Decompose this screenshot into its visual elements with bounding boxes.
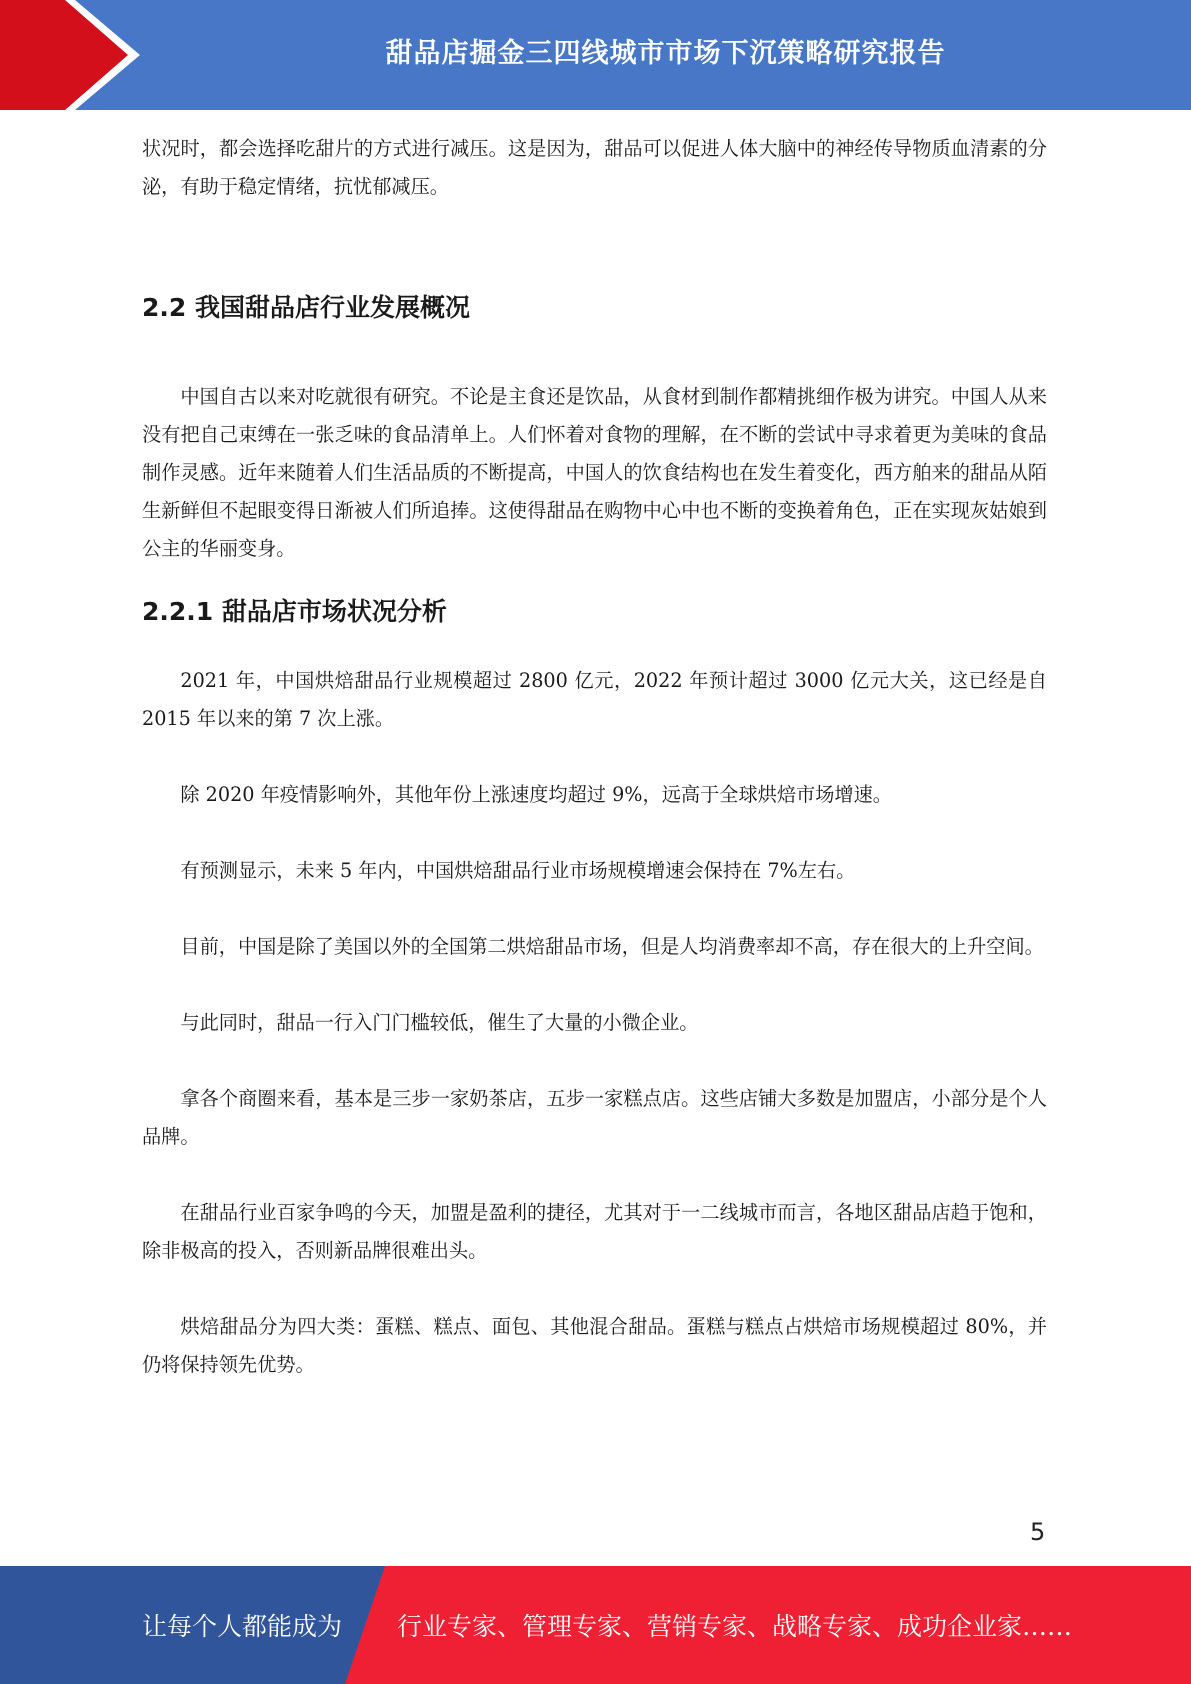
body-paragraph: 有预测显示，未来 5 年内，中国烘焙甜品行业市场规模增速会保持在 7%左右。 — [180, 859, 856, 882]
footer-slogan-right: 行业专家、管理专家、营销专家、战略专家、成功企业家…… — [397, 1612, 1073, 1641]
body-paragraph: 目前，中国是除了美国以外的全国第二烘焙甜品市场，但是人均消费率却不高，存在很大的上升空间。 — [180, 935, 1044, 958]
body-paragraph: 烘焙甜品分为四大类：蛋糕、糕点、面包、其他混合甜品。蛋糕与糕点占烘焙市场规模超过 80%，并仍将保持领先优势。 — [142, 1315, 1047, 1376]
section-2-2-heading: 2.2 我国甜品店行业发展概况 — [142, 293, 470, 322]
page-body — [142, 130, 1047, 1384]
page-header — [0, 0, 1191, 110]
body-paragraph: 2021 年，中国烘焙甜品行业规模超过 2800 亿元，2022 年预计超过 3000 亿元大关，这已经是自 2015 年以来的第 7 次上涨。 — [142, 669, 1047, 730]
report-title: 甜品店掘金三四线城市市场下沉策略研究报告 — [385, 37, 946, 69]
page-footer — [0, 1566, 1191, 1684]
body-paragraph: 拿各个商圈来看，基本是三步一家奶茶店，五步一家糕点店。这些店铺大多数是加盟店，小部分是个人品牌。 — [142, 1087, 1047, 1148]
footer-slogan-left: 让每个人都能成为 — [142, 1612, 343, 1641]
body-paragraph: 与此同时，甜品一行入门门槛较低，催生了大量的小微企业。 — [180, 1011, 699, 1034]
section-2-2-paragraph: 中国自古以来对吃就很有研究。不论是主食还是饮品，从食材到制作都精挑细作极为讲究。中国人从来没有把自己束缚在一张乏味的食品清单上。人们怀着对食物的理解，在不断的尝试中寻求着更为美味的食品制作灵感。近年来随着人们生活品质的不断提高，中国人的饮食结构也在发生着变化，西方舶来的甜品从陌生新鲜但不起眼变得日渐被人们所追捧。这使得甜品在购物中心中也不断的变换着角色，正在实现灰姑娘到公主的华丽变身。 — [142, 385, 1047, 560]
page-number: 5 — [1030, 1518, 1046, 1546]
body-paragraph: 除 2020 年疫情影响外，其他年份上涨速度均超过 9%，远高于全球烘焙市场增速。 — [180, 783, 892, 806]
intro-paragraph: 状况时，都会选择吃甜片的方式进行减压。这是因为，甜品可以促进人体大脑中的神经传导物质血清素的分泌，有助于稳定情绪，抗忧郁减压。 — [142, 137, 1047, 198]
section-2-2-1-heading: 2.2.1 甜品店市场状况分析 — [142, 597, 447, 626]
body-paragraph: 在甜品行业百家争鸣的今天，加盟是盈利的捷径，尤其对于一二线城市而言，各地区甜品店趋于饱和，除非极高的投入，否则新品牌很难出头。 — [142, 1201, 1047, 1262]
